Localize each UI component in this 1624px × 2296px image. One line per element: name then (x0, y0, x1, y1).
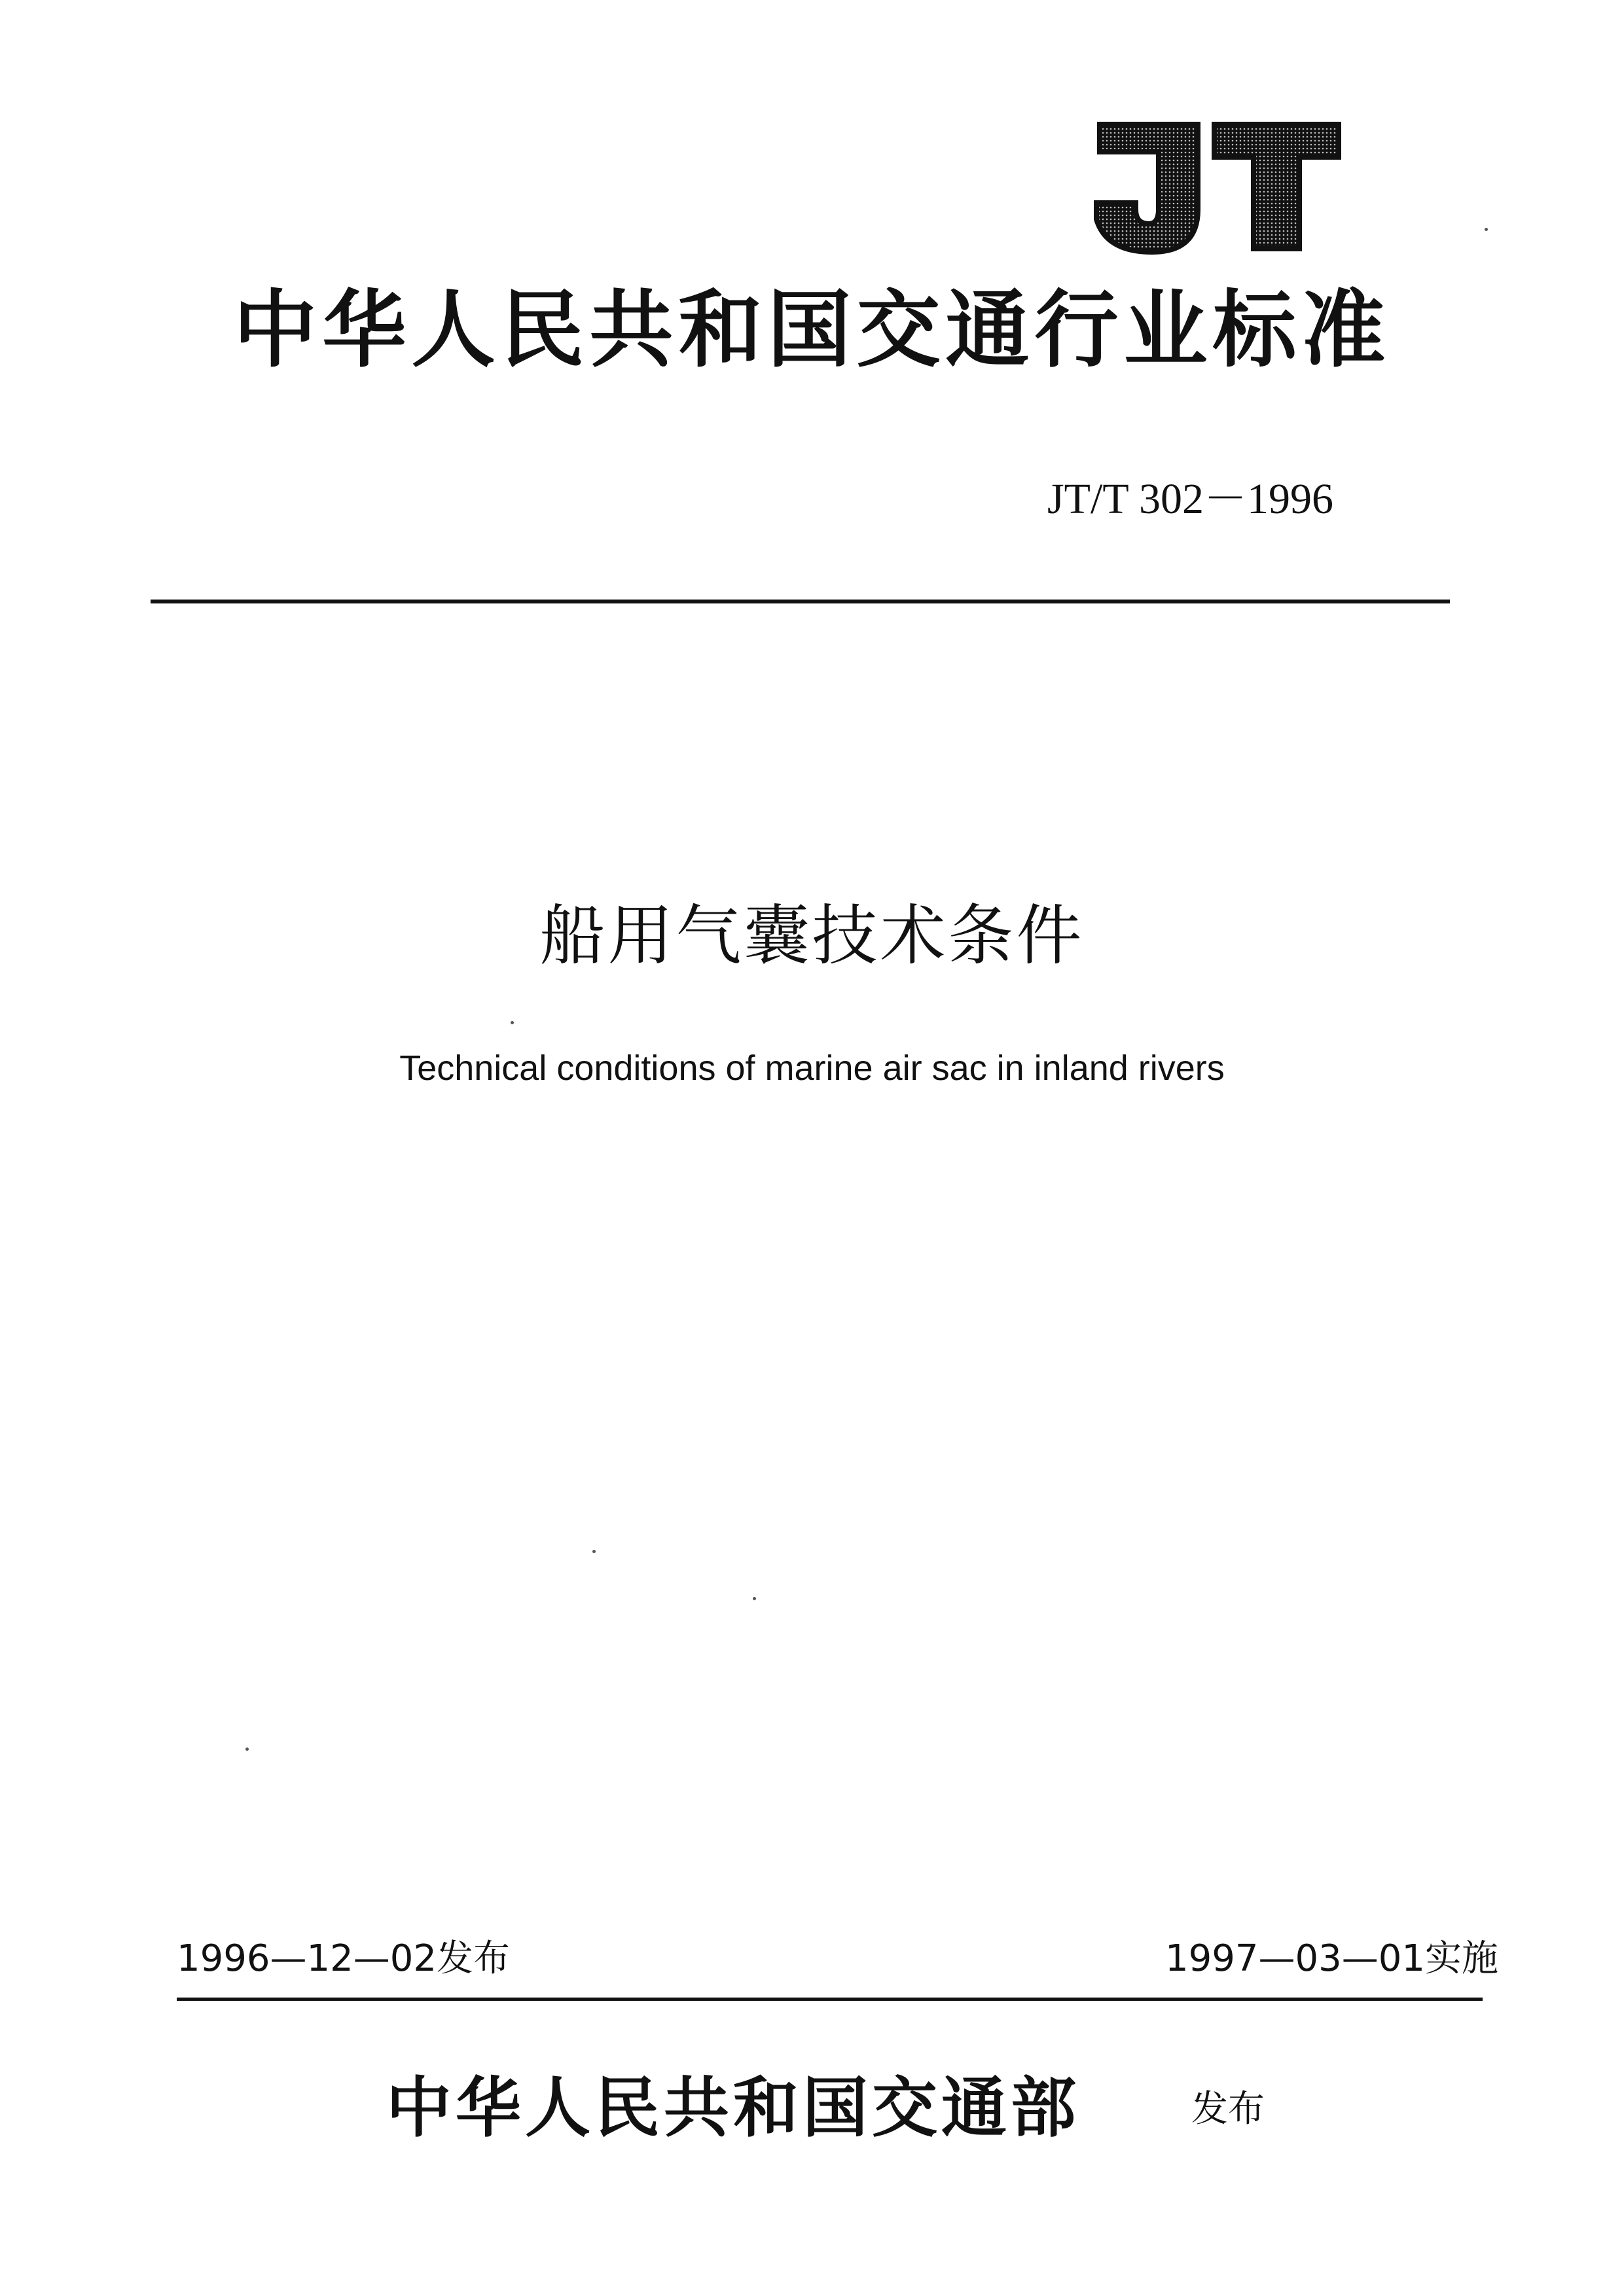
implementation-date: 1997—03—01实施 (1165, 1937, 1499, 1980)
standard-number: JT/T 302－1996 (1047, 475, 1333, 523)
organization-standard-title: 中华人民共和国交通行业标准 (233, 281, 1391, 379)
document-title-english: Technical conditions of marine air sac in inland rivers (399, 1049, 1225, 1088)
jt-logo (1074, 111, 1348, 262)
header-divider (151, 600, 1450, 603)
scan-speck (511, 1021, 514, 1024)
scan-speck (592, 1550, 596, 1553)
issue-date: 1996—12—02发布 (177, 1937, 511, 1980)
footer-divider (177, 1998, 1483, 2001)
scan-speck (1485, 228, 1488, 231)
publisher-suffix: 发布 (1191, 2088, 1265, 2130)
publisher-name: 中华人民共和国交通部 (386, 2069, 1080, 2146)
scan-speck (245, 1748, 249, 1751)
document-title-chinese: 船用气囊技术条件 (539, 897, 1085, 974)
jt-logo-graphic (1074, 111, 1348, 262)
scan-speck (753, 1597, 756, 1600)
